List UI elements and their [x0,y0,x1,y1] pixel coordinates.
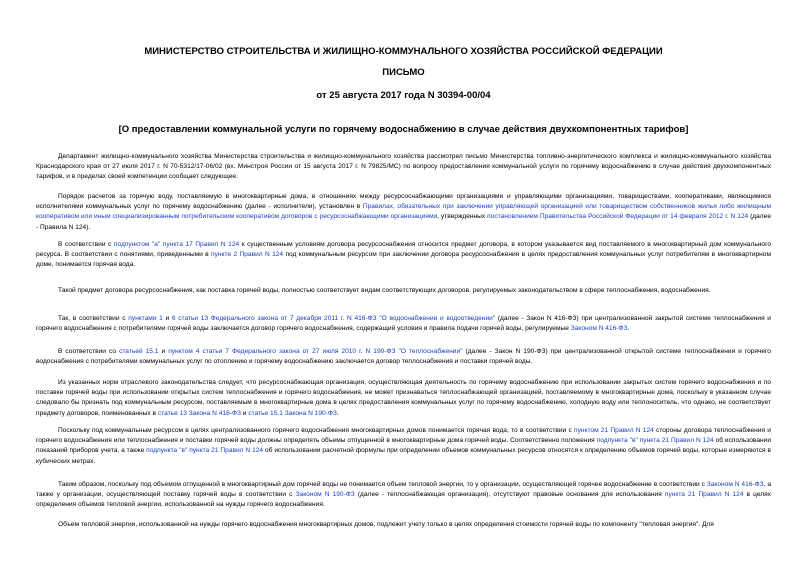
link-law-416fz[interactable]: Законом N 416-ФЗ [570,325,628,333]
paragraph-text: В соответствии с [58,241,114,248]
paragraph-text: и [240,409,249,417]
link-law-190fz-2[interactable]: Законом N 190-ФЗ [295,491,355,499]
paragraph-text: (далее - теплоснабжающая организация), отсутствуют правовые основания для использования [354,491,665,499]
link-point-21-2[interactable]: пункта 21 Правил N 124 [664,491,744,499]
paragraph-text: об использовании расчетной формулы при определении объемов коммунальных ресурсов относятся к определению объемов горячей воды, которые измеряются в кубических метрах. [36,447,772,465]
paragraph-text: Порядок расчетов за горячую воду, поставляемую в многоквартирные дома, в отношениях между ресурсоснабжающими организациями и управляющими организациями, товариществами, кооперативами, являющимися исполнителями коммунальных услуг по горячему водоснабжению (далее - исполнители), установлен в [36,193,771,211]
paragraph-text: . [627,325,630,333]
paragraph-10: Объем тепловой энергии, использованной на нужды горячего водоснабжения многоквартирных домов, подлежит учету только в целях определения стоимости горячей воды по компоненту "тепловая энергия". Для [58,521,714,528]
paragraph-3 [36,240,771,271]
paragraph-text: Так, в соответствии с [58,315,129,322]
paragraph-1: Департамент жилищно-коммунального хозяйства Министерства строительства и жилищно-коммунального хозяйства рассмотрел письмо Министерства топливно-энергетического комплекса и жилищно-коммунального хозяйства Краснодарского края от 27 июля 2017 г. N 70-5312/17-06/02 (вх. Минстроя России от 15 августа 2017 г. N 79825/МС) по вопросу предоставления коммунальной услуги по горячему водоснабжению в случае действия двухкомпонентных тарифов, и в пределах своей компетенции сообщает следующее. [36,153,771,181]
paragraph-6 [36,347,771,367]
paragraph-text: и [162,315,172,322]
paragraph-text: в целях определения объемов тепловой энергии, использованной на нужды горячего водоснабжения. [36,491,771,509]
paragraph-text: и [158,348,169,355]
paragraph-text: . [336,409,339,417]
link-point-2[interactable]: пункте 2 Правил N 124 [211,251,284,259]
paragraph-text: Поскольку под коммунальным ресурсом в целях централизованного горячего водоснабжения многоквартирных домов понимается горячая вода, то в соответствии с [58,427,574,434]
paragraph-text: , а также у организации, осуществляющей поставку горячей воды в соответствии с [36,481,771,499]
paragraph-2 [36,192,771,233]
link-subpoint-v-p21[interactable]: подпункта "в" пункта 21 Правил N 124 [596,437,714,445]
link-law-190fz[interactable]: пунктом 4 статьи 7 Федерального закона от 27 июля 2010 г. N 190-ФЗ "О теплоснабжении" [168,348,463,355]
link-article-15-1-190fz[interactable]: статье 15.1 Закона N 190-ФЗ [248,409,337,417]
paragraph-7 [36,378,771,419]
paragraph-text: под коммунальным ресурсом при заключении договора ресурсоснабжения в целях предоставления коммунальных услуг потребителям в многоквартирном доме, понимается горячая вода. [36,251,772,269]
paragraph-text: (далее - Закон N 416-ФЗ) при централизованной закрытой системе теплоснабжения и горячего водоснабжения с потребителями горячей воды заключается договор горячего водоснабжения, содержащий условия и правила подачи горячей воды, регулируемые [36,315,771,333]
paragraph-text: Таким образом, поскольку под объемом отпущенной в многоквартирный дом горячей воды не понимается объем тепловой энергии, то у организации, осуществляющей горячее водоснабжение в соответствии с [58,481,707,488]
link-subpoint-a-p17[interactable]: подпунктом "а" пункта 17 Правил N 124 [113,241,240,248]
link-law-416fz-2[interactable]: Законом N 416-ФЗ [706,481,764,488]
document-type: ПИСЬМО [382,67,425,78]
paragraph-text: к существенным условиям договора ресурсоснабжения относится предмет договора, в котором указывается вид поставляемого в многоквартирный дом коммунального ресурса. В соответствии с понятиями, приведенными в [36,241,771,259]
link-article-13-416fz[interactable]: 6 статьи 13 Федерального закона от 7 декабря 2011 г. N 416-ФЗ "О водоснабжении и водоотведении" [171,315,496,322]
link-article-15-1[interactable]: статьей 15.1 [119,348,159,355]
paragraph-4: Такой предмет договора ресурсоснабжения, как поставка горячей воды, полностью соответствует видам соответствующих договоров, регулируемых законодательством в сфере теплоснабжения, водоснабжения. [58,287,711,294]
paragraph-text: об использовании показаний приборов учета, а также [36,437,772,455]
paragraph-text: (далее - Закон N 190-ФЗ) при централизованной открытой системе теплоснабжения и горячего водоснабжения с потребителями коммунальных услуг по отоплению и горячему водоснабжению заключается договор теплоснабжения и поставки горячей воды. [36,348,771,366]
paragraph-text: Из указанных норм отраслевого законодательства следует, что ресурсоснабжающая организация, осуществляющая деятельность по горячему водоснабжению при использовании закрытых систем горячего водоснабжения и по поставке горячей воды при использовании открытых систем теплоснабжения и горячего водоснабжения, не может признаваться теплоснабжающей организацией, поставляемому в многоквартирные дома, поскольку в указанном случае следовало бы признать под коммунальным ресурсом, поставляемым в многоквартирные дома в целях предоставления коммунальных услуг по горячему водоснабжению, холодную воду или теплоноситель, что однако, не соответствует предмету договоров, поименованных в [36,379,771,417]
link-point-21[interactable]: пунктом 21 Правил N 124 [574,427,654,434]
paragraph-8 [36,426,771,467]
paragraph-text: , утвержденных [437,213,488,221]
paragraph-5 [36,314,771,334]
paragraph-9 [36,480,771,511]
document-subject: [О предоставлении коммунальной услуги по горячему водоснабжению в случае действия двухкомпонентных тарифов] [118,124,689,135]
paragraph-text: В соответствии со [58,348,120,355]
link-subpoint-v-p21-2[interactable]: подпункта "в" пункта 21 Правил N 124 [146,447,264,455]
link-article-13-416fz-2[interactable]: статье 13 Закона N 416-ФЗ [157,409,241,417]
link-points-1[interactable]: пунктами 1 [128,315,163,322]
link-rules-124[interactable]: Правилах, обязательных при заключении управляющей организацией или товариществом собственников жилья либо жилищным кооперативом или иным специализированным потребительским кооперативом договоров с ресурсоснабжающими организациями [36,203,771,221]
paragraph-text: стороны договора теплоснабжения и горячего водоснабжения или теплоснабжения и поставки горячей воды должны определять объемы отпущенной в многоквартирные дома горячей воды. Соответственно положения [36,427,771,445]
link-resolution-124[interactable]: постановлением Правительства Российской Федерации от 14 февраля 2012 г. N 124 [487,213,749,221]
document-date-number: от 25 августа 2017 года N 30394-00/04 [316,90,491,101]
paragraph-text: (далее - Правила N 124). [36,213,771,231]
organization-title: МИНИСТЕРСТВО СТРОИТЕЛЬСТВА И ЖИЛИЩНО-КОММУНАЛЬНОГО ХОЗЯЙСТВА РОССИЙСКОЙ ФЕДЕРАЦИИ [144,46,663,57]
